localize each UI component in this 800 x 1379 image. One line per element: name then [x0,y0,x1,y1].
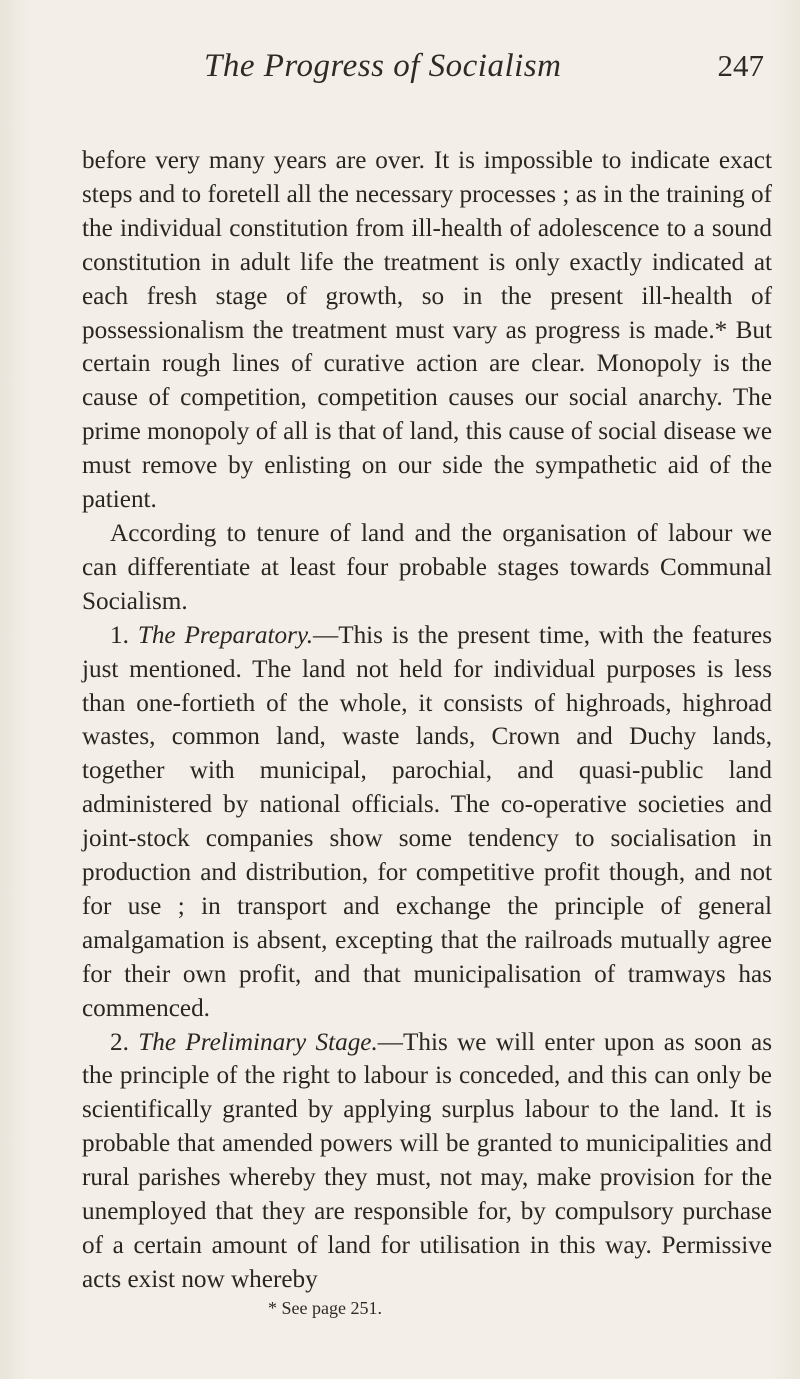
paragraph-text: before very many years are over. It is impossible to indicate exact steps and to foretell all the necessary processes ; as in the training of the individual constitution from ill-health of adolescence to a sound constitution in adult life the treatment is only exactly indicated at each fresh stage of growth, so in the present ill-health of possessionalism the treatment must vary as progress is made.* But certain rough lines of curative action are clear. Monopoly is the cause of competition, competition causes our social anarchy. The prime monopoly of all is that of land, this cause of social disease we must remove by enlisting on our side the sympathetic aid of the patient. [82,147,772,514]
paragraph-text: —This we will enter upon as soon as the principle of the right to labour is conceded, and this can only be scientifically granted by applying surplus labour to the land. It is probable that amended powers will be granted to municipalities and rural parishes whereby they must, not may, make provision for the unemployed that they are responsible for, by compulsory purchase of a certain amount of land for utilisation in this way. Permissive acts exist now whereby [82,1028,773,1293]
section-number: 2. [110,1028,129,1056]
section-heading: The Preliminary Stage. [138,1028,378,1056]
page-number: 247 [717,48,764,83]
book-page [82,0,772,1319]
footnote: * See page 251. [268,1297,382,1318]
paragraph-2 [82,517,772,619]
running-title: The Progress of Socialism [204,48,562,84]
paragraph-1 [82,144,772,517]
paragraph-text: According to tenure of land and the organisation of labour we can differentiate at least four probable stages towards Communal Socialism. [82,519,772,615]
body-text [82,144,772,1297]
paragraph-text: —This is the present time, with the features just mentioned. The land not held for individual purposes is less than one-fortieth of the whole, it consists of highroads, highroad wastes, common land, waste lands, Crown and Duchy lands, together with municipal, parochial, and quasi-public land administered by national officials. The co-operative societies and joint-stock companies show some tendency to socialisation in production and distribution, for competitive profit though, and not for use ; in transport and exchange the principle of general amalgamation is absent, excepting that the railroads mutually agree for their own profit, and that municipalisation of tramways has commenced. [82,621,773,1022]
section-number: 1. [110,621,129,649]
section-preparatory [82,619,772,1026]
section-heading: The Preparatory. [137,621,314,649]
page-header [82,48,772,106]
section-preliminary [82,1026,772,1297]
